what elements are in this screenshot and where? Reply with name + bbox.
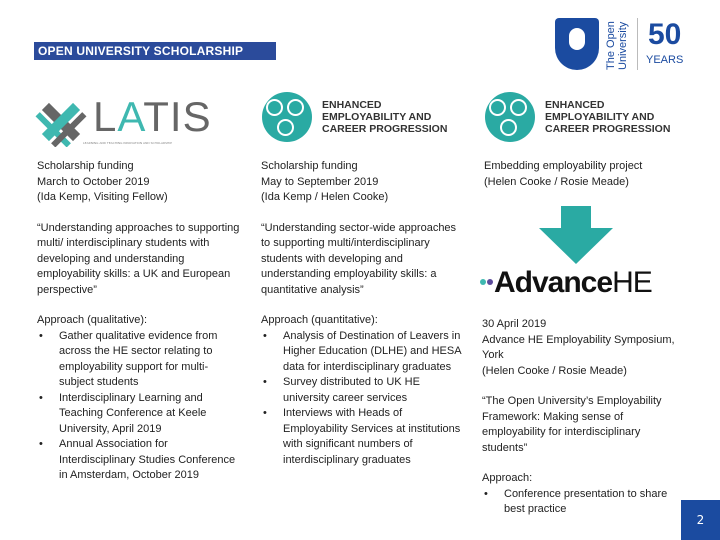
funding-info: Scholarship funding May to September 2019 (Ida Kemp / Helen Cooke) (261, 160, 389, 203)
arrow-down-icon (539, 206, 613, 264)
latis-tagline: LEARNING AND TEACHING INNOVATION AND SCHOLARSHIP (83, 141, 172, 145)
latis-wordmark (93, 93, 212, 140)
project-quote: “Understanding sector-wide approaches to supporting multi/interdisciplinary students with developing and understanding employability skills: a quantitative analysis” (261, 221, 457, 296)
approach-list (261, 329, 466, 469)
eec-line: CAREER PROGRESSION (545, 123, 671, 135)
list-item: • Interdisciplinary Learning and Teaching Conference at Keele University, April 2019 (37, 391, 242, 438)
list-item: • Annual Association for Interdisciplinary Studies Conference in Amsterdam, October 2019 (37, 437, 242, 484)
open-university-logo (555, 18, 683, 70)
column-eec-2-lower (482, 317, 677, 518)
advancehe-logo (480, 266, 652, 300)
eec-line: ENHANCED (322, 99, 382, 111)
project-info: Embedding employability project (Helen Cooke / Rosie Meade) (484, 160, 643, 188)
eec-logo (262, 92, 447, 142)
eec-line: EMPLOYABILITY AND (545, 111, 655, 123)
eec-line: CAREER PROGRESSION (322, 123, 448, 135)
eec-logo (485, 92, 670, 142)
eec-line: EMPLOYABILITY AND (322, 111, 432, 123)
ou-shield-icon (555, 18, 599, 70)
event-info: 30 April 2019 Advance HE Employability Symposium, York (Helen Cooke / Rosie Meade) (482, 318, 675, 377)
latis-logo (35, 93, 220, 147)
he-word: HE (612, 266, 652, 299)
column-eec-2 (484, 159, 679, 205)
funding-info: Scholarship funding March to October 2019 (Ida Kemp, Visiting Fellow) (37, 160, 168, 203)
column-eec-1 (261, 159, 466, 468)
page-number: 2 (681, 500, 720, 540)
latis-cross-icon (35, 97, 87, 147)
divider (637, 18, 638, 70)
latis-a: A (117, 93, 144, 140)
approach-list (482, 487, 677, 518)
list-item: • Interviews with Heads of Employability Services at institutions with significant numbers of interdisciplinary graduates (261, 406, 466, 468)
latis-l: L (93, 93, 118, 140)
anniversary-number: 50 (647, 18, 682, 51)
column-latis (37, 159, 242, 484)
approach-list (37, 329, 242, 484)
title-banner: OPEN UNIVERSITY SCHOLARSHIP (34, 42, 276, 60)
latis-tis: TIS (143, 93, 212, 140)
50-years-logo (646, 20, 683, 68)
list-item: • Survey distributed to UK HE university career services (261, 375, 466, 406)
approach-heading: Approach (qualitative): (37, 314, 148, 326)
list-item: • Conference presentation to share best practice (482, 487, 677, 518)
people-icon (262, 92, 312, 142)
project-quote: “The Open University’s Employability Framework: Making sense of employability for interdisciplinary students” (482, 395, 662, 454)
advance-word: Advance (494, 266, 613, 299)
ou-name: The Open University (605, 21, 629, 70)
anniversary-word: YEARS (646, 54, 684, 66)
list-item: • Analysis of Destination of Leavers in Higher Education (DLHE) and HESA data for interdisciplinary graduates (261, 329, 466, 376)
approach-heading: Approach (quantitative): (261, 314, 378, 326)
list-item: • Gather qualitative evidence from across the HE sector relating to employability support for multi-subject students (37, 329, 242, 391)
approach-heading: Approach: (482, 472, 533, 484)
project-quote: “Understanding approaches to supporting multi/ interdisciplinary students with developing and understanding employability skills: a UK and European perspective” (37, 221, 240, 296)
people-icon (485, 92, 535, 142)
eec-line: ENHANCED (545, 99, 605, 111)
